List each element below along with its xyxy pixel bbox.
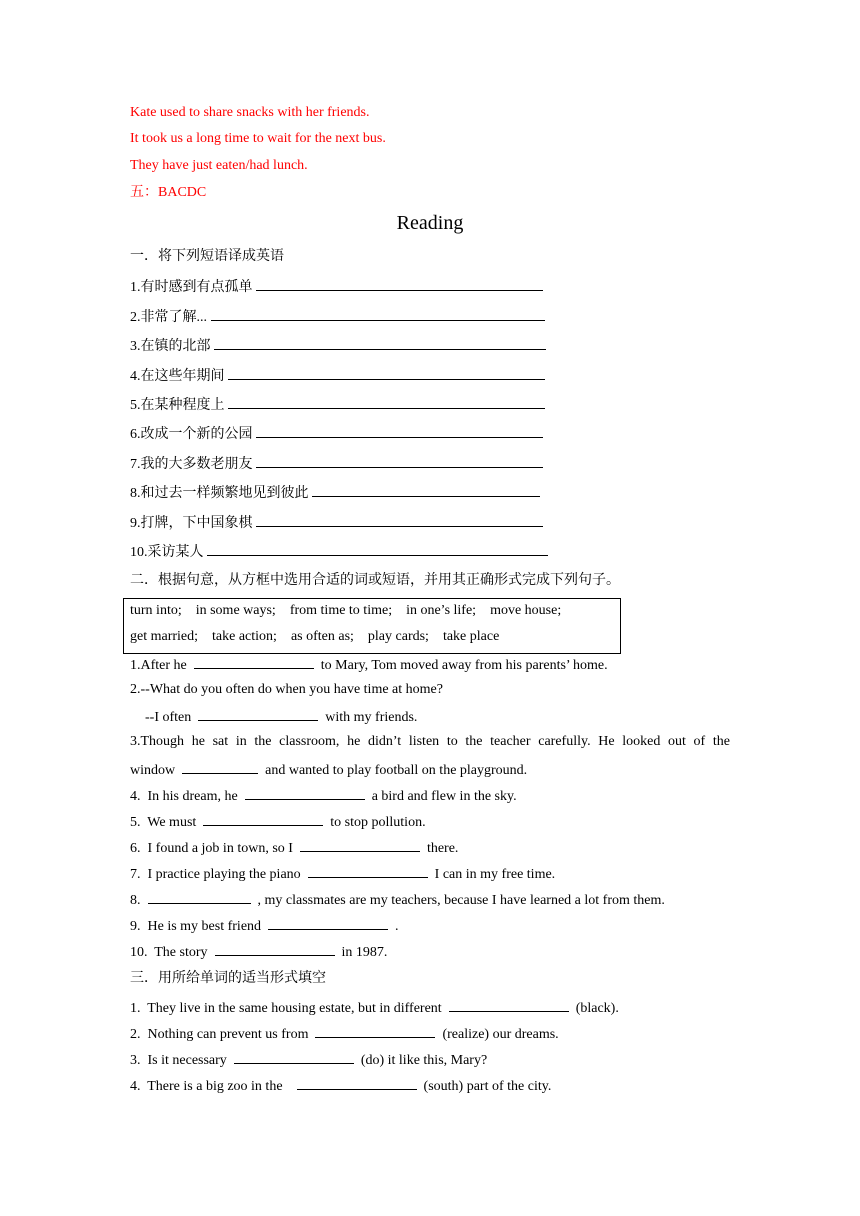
s2-question-3-cont: window and wanted to play football on the playground. <box>130 760 527 780</box>
s2-question-4: 4. In his dream, he a bird and flew in the sky. <box>130 786 517 806</box>
answer-blank <box>198 707 318 721</box>
answer-line-4: 五：BACDC <box>130 185 207 200</box>
s2-question-1: 1.After he to Mary, Tom moved away from his parents’ home. <box>130 655 608 675</box>
s2-question-5: 5. We must to stop pollution. <box>130 812 426 832</box>
answer-blank <box>211 307 545 321</box>
s2-question-10: 10. The story in 1987. <box>130 942 387 962</box>
s1-item-10: 10.采访某人 <box>130 542 548 562</box>
s3-question-2: 2. Nothing can prevent us from (realize) our dreams. <box>130 1024 559 1044</box>
s3-question-4: 4. There is a big zoo in the (south) part of the city. <box>130 1076 551 1096</box>
page-title: Reading <box>396 212 464 234</box>
section2-heading: 二．根据句意，从方框中选用合适的词或短语，并用其正确形式完成下列句子。 <box>130 573 620 588</box>
answer-blank <box>245 786 365 800</box>
answer-blank <box>148 890 251 904</box>
answer-blank <box>256 424 543 438</box>
s2-question-2-answer: --I often with my friends. <box>145 707 417 727</box>
s1-item-5: 5.在某种程度上 <box>130 395 545 415</box>
answer-line-3: They have just eaten/had lunch. <box>130 158 308 173</box>
answer-blank <box>308 864 428 878</box>
answer-blank <box>203 812 323 826</box>
s2-question-8: 8. , my classmates are my teachers, because I have learned a lot from them. <box>130 890 665 910</box>
answer-blank <box>312 483 540 497</box>
s1-item-4: 4.在这些年期间 <box>130 366 545 386</box>
answer-blank <box>228 395 545 409</box>
s1-item-2: 2.非常了解... <box>130 307 545 327</box>
answer-blank <box>256 513 543 527</box>
answer-blank <box>234 1050 354 1064</box>
answer-blank <box>182 760 258 774</box>
answer-blank <box>214 336 546 350</box>
answer-line-2: It took us a long time to wait for the next bus. <box>130 131 386 146</box>
section1-heading: 一．将下列短语译成英语 <box>130 249 284 264</box>
s1-item-8: 8.和过去一样频繁地见到彼此 <box>130 483 540 503</box>
answer-blank <box>207 542 548 556</box>
word-box-line-2: get married; take action; as often as; play cards; take place <box>130 629 500 644</box>
s1-item-1: 1.有时感到有点孤单 <box>130 277 543 297</box>
answer-blank <box>297 1076 417 1090</box>
answer-blank <box>194 655 314 669</box>
s1-item-7: 7.我的大多数老朋友 <box>130 454 543 474</box>
s3-question-1: 1. They live in the same housing estate, but in different (black). <box>130 998 619 1018</box>
answer-blank <box>315 1024 435 1038</box>
answer-blank <box>300 838 420 852</box>
answer-blank <box>256 277 543 291</box>
s2-question-9: 9. He is my best friend . <box>130 916 399 936</box>
s2-question-2: 2.--What do you often do when you have time at home? <box>130 682 443 697</box>
s2-question-7: 7. I practice playing the piano I can in my free time. <box>130 864 555 884</box>
answer-blank <box>449 998 569 1012</box>
answer-blank <box>268 916 388 930</box>
s1-item-3: 3.在镇的北部 <box>130 336 546 356</box>
word-box-line-1: turn into; in some ways; from time to time; in one’s life; move house; <box>130 603 562 618</box>
s3-question-3: 3. Is it necessary (do) it like this, Mary? <box>130 1050 487 1070</box>
s2-question-3: 3.Though he sat in the classroom, he didn’t listen to the teacher carefully. He looked out of the <box>130 734 730 749</box>
s2-question-6: 6. I found a job in town, so I there. <box>130 838 458 858</box>
s1-item-6: 6.改成一个新的公园 <box>130 424 543 444</box>
answer-blank <box>256 454 543 468</box>
section3-heading: 三．用所给单词的适当形式填空 <box>130 971 326 986</box>
s1-item-9: 9.打牌，下中国象棋 <box>130 513 543 533</box>
answer-blank <box>228 366 545 380</box>
answer-line-1: Kate used to share snacks with her friends. <box>130 105 370 120</box>
answer-blank <box>215 942 335 956</box>
